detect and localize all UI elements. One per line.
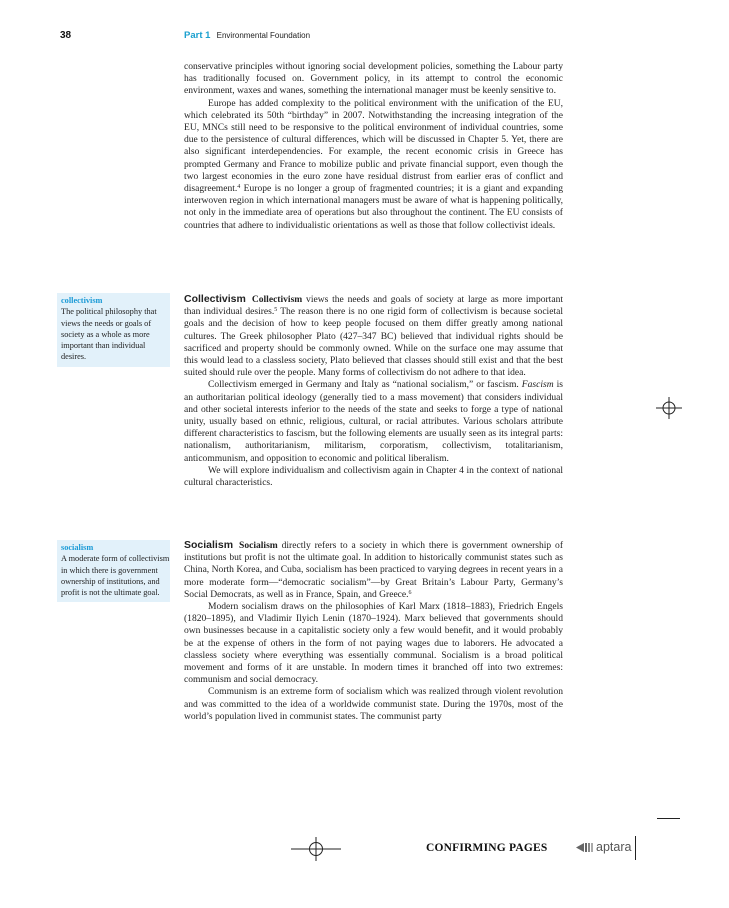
socialism-paragraph-3: Communism is an extreme form of socialism which was realized through violent revolution and was committed to the idea of a worldwide communist state. During the 1970s, most of the world’s population lived in communist states. The communist party	[184, 686, 563, 722]
footnote-ref-5: 5	[274, 307, 278, 314]
socialism-paragraph-2: Modern socialism draws on the philosophies of Karl Marx (1818–1883), Friedrich Engels (1820–1895), and Vladimir Ilyich Lenin (1870–1924). Marx believed that governments should own businesses because in a capitalistic society only a few would benefit, and it would probably be at the expense of others in the form of not paying wages due to laborers. He advocated a classless society where everything was essentially communal. Socialism is a broad political movement and forms of it are unstable. In modern times it branched off into two extremes: communism and social democracy.	[184, 601, 563, 686]
collectivism-text-b: The reason there is no one rigid form of collectivism is because societal goals and the decision of how to keep people focused on them differ greatly among national cultures. The Greek philosopher Plato (427–347 BC) believed that individual rights should be sacrificed and property should be commonly owned. While on the surface one may assume that this would lead to a classless society, Plato believed that classes should still exist and that the best suited should rule over the people. Many forms of collectivism do not adhere to that idea.	[184, 306, 563, 379]
socialism-section	[184, 539, 563, 723]
intro-paragraph-2-text-b: Europe is no longer a group of fragmented countries; it is a giant and expanding interwoven region in which international managers must be aware of what is happening politically, not only in the immediate area of operations but also throughout the continent. The EU consists of countries that adhere to individualistic orientations as well as those that follow collectivist ideals.	[184, 183, 563, 231]
collectivism-paragraph-3: We will explore individualism and collectivism again in Chapter 4 in the context of national cultural characteristics.	[184, 464, 563, 489]
socialism-paragraph-1	[184, 539, 563, 601]
aptara-logo	[576, 840, 631, 854]
trim-mark	[657, 818, 680, 819]
glossary-definition: A moderate form of collectivism in which there is government ownership of institutions, and profit is not the ultimate goal.	[61, 554, 170, 598]
confirming-pages-label: CONFIRMING PAGES	[426, 842, 548, 854]
intro-paragraph-1: conservative principles without ignoring social development policies, something the Labour party has traditionally focused on. Government policy, in its attempt to control the economic environment, waxes and wanes, something the international manager must be keenly sensitive to.	[184, 61, 563, 97]
part-label: Part 1	[184, 30, 211, 41]
part-title: Environmental Foundation	[216, 31, 311, 40]
aptara-mark-icon	[576, 841, 594, 854]
intro-section	[184, 61, 563, 232]
footnote-ref-6: 6	[408, 589, 412, 596]
glossary-term: collectivism	[61, 296, 103, 305]
fascism-text-a: Collectivism emerged in Germany and Italy as “national socialism,” or fascism.	[208, 379, 522, 391]
socialism-heading: Socialism	[184, 539, 234, 551]
page-number: 38	[60, 30, 72, 41]
glossary-box-socialism	[57, 540, 170, 602]
collectivism-keyword: Collectivism	[251, 294, 303, 305]
intro-paragraph-2	[184, 98, 563, 232]
registration-mark-icon	[291, 837, 341, 861]
fascism-term: Fascism	[521, 379, 554, 391]
registration-mark-icon	[656, 397, 682, 419]
trim-mark	[635, 836, 636, 860]
collectivism-text-a: views the needs and goals of society at large as more important than individual desires.	[184, 294, 563, 318]
collectivism-paragraph-2	[184, 379, 563, 464]
intro-paragraph-2-text-a: Europe has added complexity to the political environment with the unification of the EU, which celebrated its 50th “birthday” in 2007. Notwithstanding the increasing integration of the EU, MNCs still need to be responsive to the political environment of individual countries, some due to the persistence of cultural differences, which will be discussed in Chapter 5. Yet, there are also significant interdependencies. For example, the recent economic crisis in Greece has prompted Germany and France to mobilize public and private financial support, even though the two largest economies in the euro zone have residual distrust from earlier eras of conflict and disagreement.	[184, 97, 563, 195]
aptara-logo-text: aptara	[596, 840, 632, 854]
socialism-text-a: directly refers to a society in which there is government ownership of institutions but profit is not the ultimate goal. In addition to historically communist states such as China, North Korea, and Cuba, socialism has been practiced to varying degrees in recent years in a more moderate form—“democratic socialism”—by Great Britain’s Labour Party, Germany’s Social Democrats, as well as in France, Spain, and Greece.	[184, 540, 563, 600]
collectivism-heading: Collectivism	[184, 293, 246, 305]
fascism-text-b: is an authoritarian political ideology (generally tied to a mass movement) that considers individual and other societal interests inferior to the needs of the state and seeks to forge a type of national unity, usually based on ethnic, religious, cultural, or racial attributes. Various scholars attribute different characteristics to fascism, but the following elements are usually seen as its integral parts: nationalism, authoritarianism, militarism, corporatism, collectivism, totalitarianism, anticommunism, and opposition to economic and political liberalism.	[184, 379, 563, 464]
running-header	[184, 30, 310, 41]
collectivism-paragraph-1	[184, 293, 563, 379]
socialism-keyword: Socialism	[239, 540, 278, 551]
glossary-box-collectivism	[57, 293, 170, 367]
collectivism-section	[184, 293, 563, 489]
footnote-ref-4: 4	[237, 184, 241, 191]
glossary-term: socialism	[61, 543, 94, 552]
glossary-definition: The political philosophy that views the needs or goals of society as a whole as more important than individual desires.	[61, 307, 157, 362]
